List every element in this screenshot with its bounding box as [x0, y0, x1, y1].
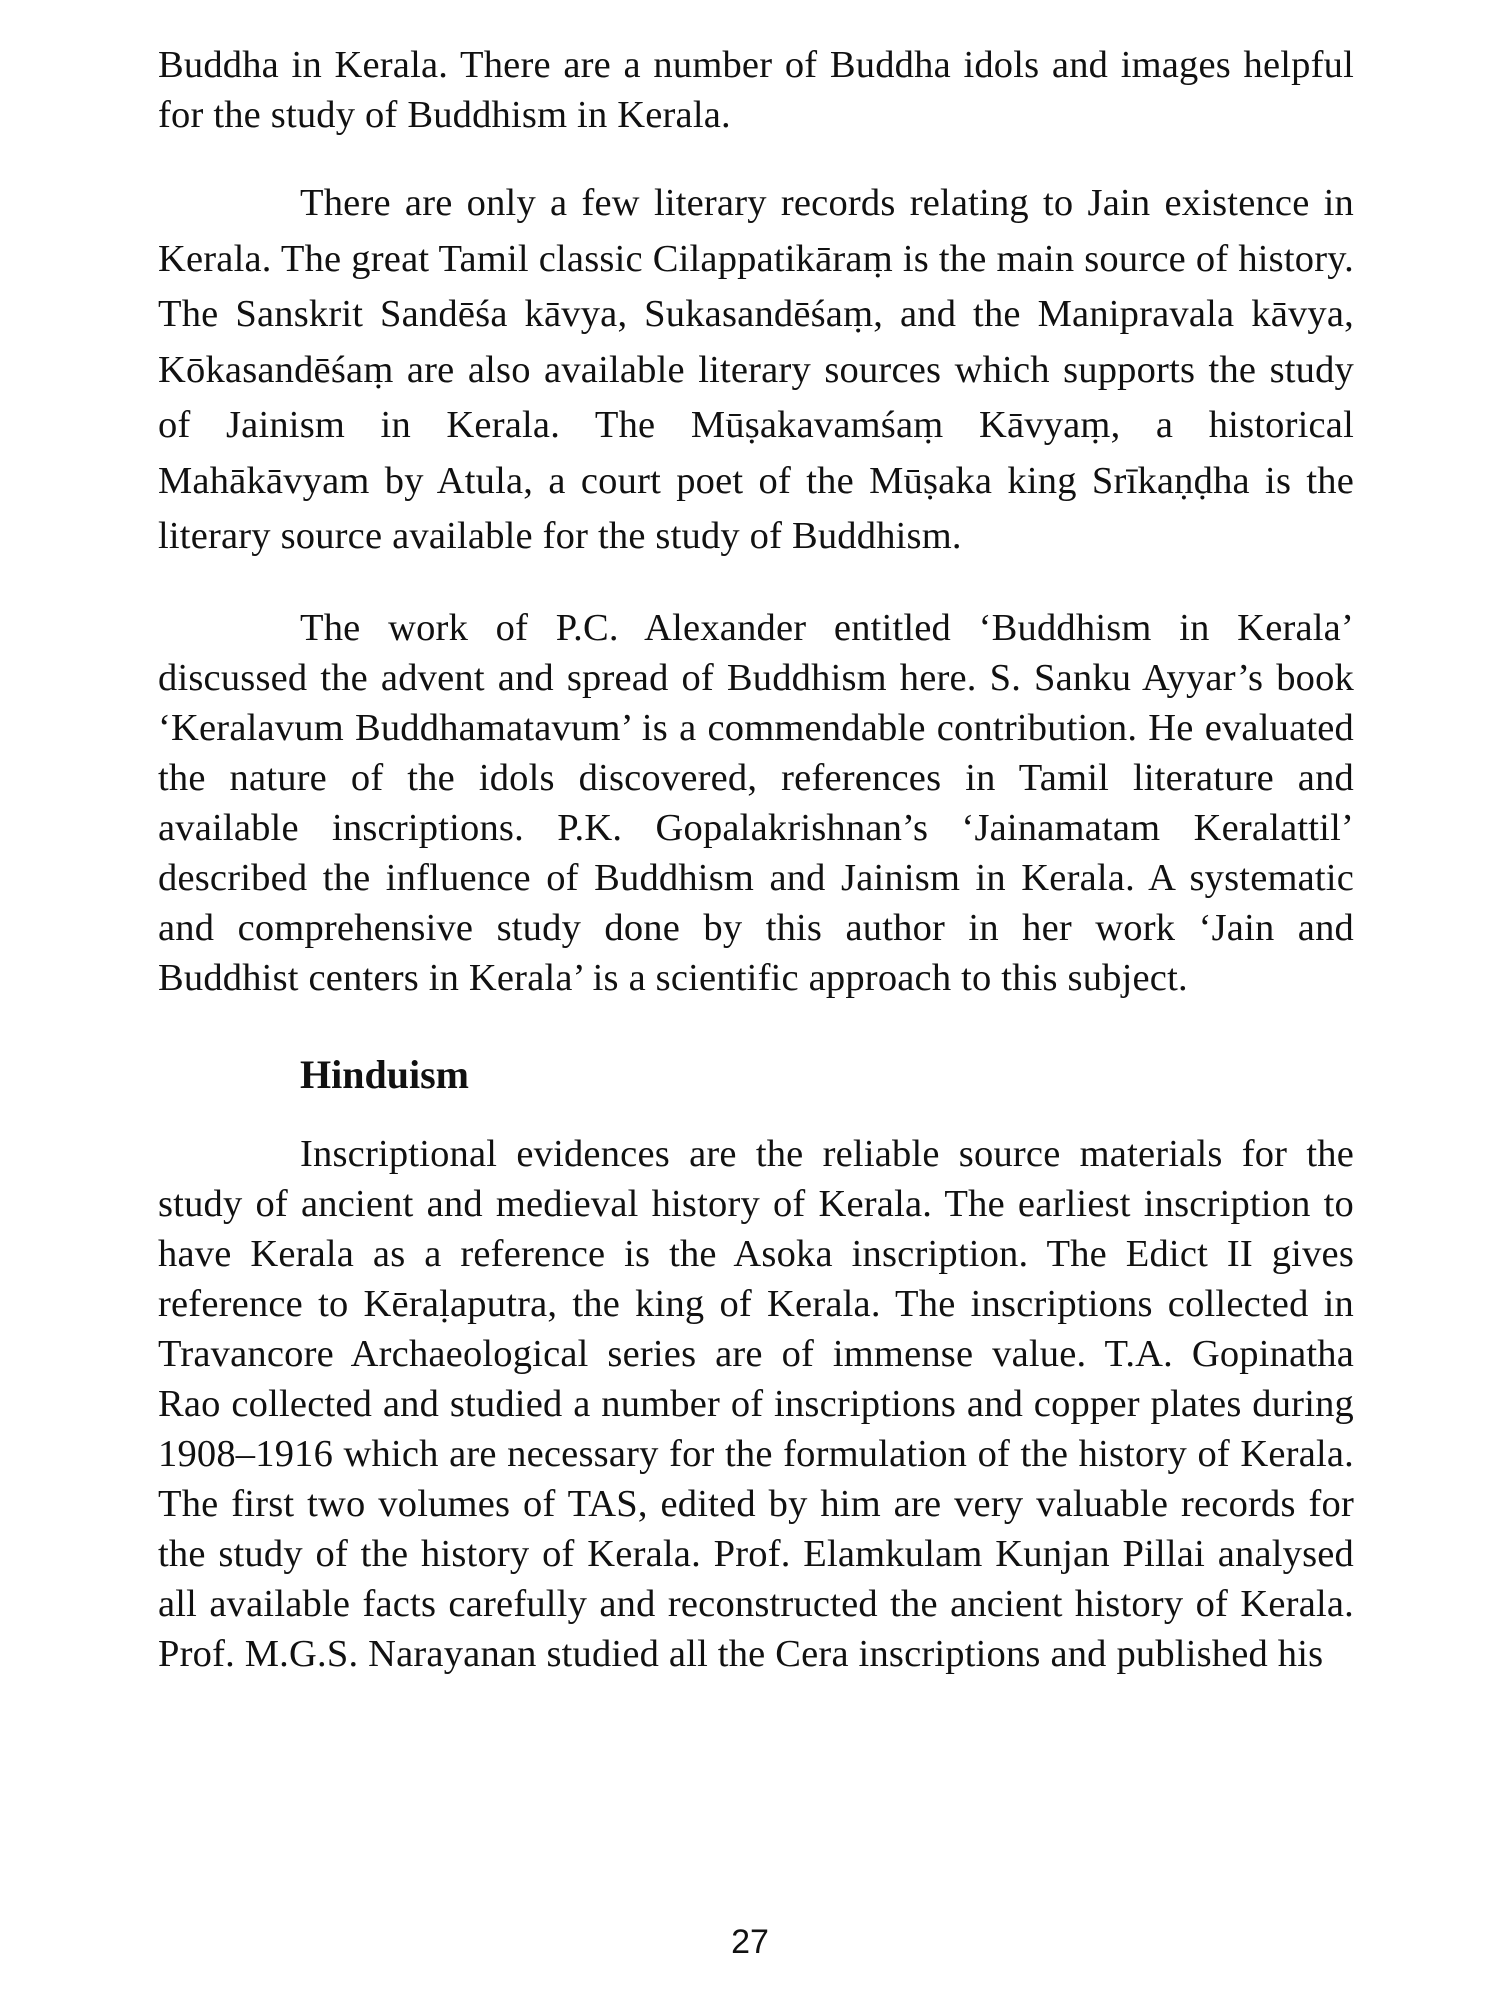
paragraph-alexander-work: The work of P.C. Alexander entitled ‘Buddhism in Kerala’ discussed the advent and spread of Buddhism here. S. Sanku Ayyar’s book ‘Keralavum Buddhamatavum’ is a commendable contribution. He evaluated the nature of the idols discovered, references in Tamil literature and available inscriptions. P.K. Gopalakrishnan’s ‘Jainamatam Keralattil’ described the influence of Buddhism and Jainism in Kerala. A systematic and comprehensive study done by this author in her work ‘Jain and Buddhist centers in Kerala’ is a scientific approach to this subject.	[158, 606, 1354, 999]
paragraph-buddha-idols: Buddha in Kerala. There are a number of Buddha idols and images helpful for the study of Buddhism in Kerala.	[158, 44, 1354, 136]
paragraph-literary-records: There are only a few literary records relating to Jain existence in Kerala. The great Tamil classic Cilappatikāraṃ is the main source of history. The Sanskrit Sandēśa kāvya, Sukasandēśaṃ, and the Manipravala kāvya, Kōkasandēśaṃ are also available literary sources which supports the study of Jainism in Kerala. The Mūṣakavamśaṃ Kāvyaṃ, a historical Mahākāvyam by Atula, a court poet of the Mūṣaka king Srīkaṇḍha is the literary source available for the study of Buddhism.	[158, 182, 1354, 557]
section-heading-hinduism: Hinduism	[300, 1051, 469, 1097]
page-number: 27	[731, 1923, 769, 1961]
paragraph-inscriptional-evidences: Inscriptional evidences are the reliable source materials for the study of ancient and medieval history of Kerala. The earliest inscription to have Kerala as a reference is the Asoka inscription. The Edict II gives reference to Kēraḷaputra, the king of Kerala. The inscriptions collected in Travancore Archaeological series are of immense value. T.A. Gopinatha Rao collected and studied a number of inscriptions and copper plates during 1908–1916 which are necessary for the formulation of the history of Kerala. The first two volumes of TAS, edited by him are very valuable records for the study of the history of Kerala. Prof. Elamkulam Kunjan Pillai analysed all available facts carefully and reconstructed the ancient history of Kerala. Prof. M.G.S. Narayanan studied all the Cera inscriptions and published his	[158, 1132, 1354, 1675]
page-body	[158, 40, 1354, 1679]
